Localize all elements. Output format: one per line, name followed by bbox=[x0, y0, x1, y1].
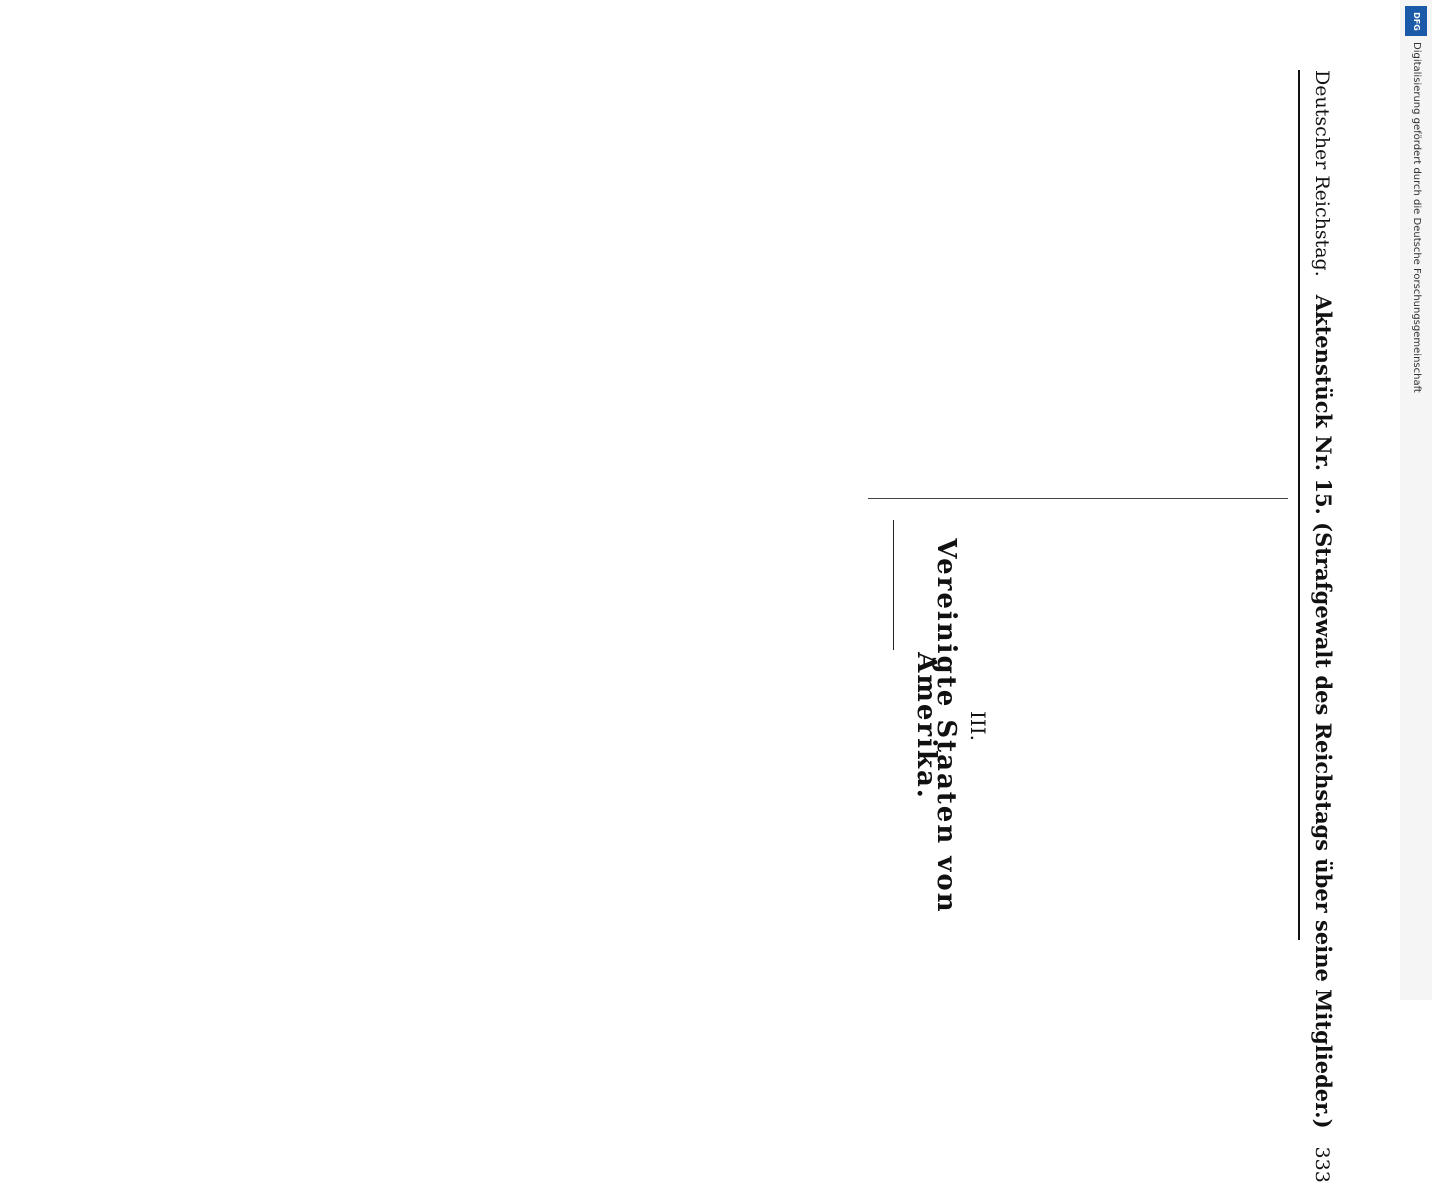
digitization-sidebar bbox=[1400, 0, 1432, 1000]
right-column bbox=[58, 520, 1288, 932]
dfg-logo-icon: DFG bbox=[1405, 6, 1427, 36]
section-number: III. bbox=[966, 710, 990, 742]
section-heading: Vereinigte Staaten von Amerika. bbox=[911, 538, 961, 914]
column-divider bbox=[868, 498, 1288, 499]
digitization-credit: Digitalisierung gefördert durch die Deutsche Forschungsgemeinschaft bbox=[1411, 42, 1422, 393]
running-head-left: Deutscher Reichstag. bbox=[1311, 70, 1333, 277]
running-head-title: Aktenstück Nr. 15. (Strafgewalt des Reichstags über seine Mitglieder.) bbox=[1311, 294, 1336, 1129]
footnote-divider bbox=[893, 520, 894, 650]
running-head bbox=[1298, 70, 1336, 1183]
left-column bbox=[58, 70, 1288, 482]
page-number: 333 bbox=[1311, 1146, 1333, 1183]
